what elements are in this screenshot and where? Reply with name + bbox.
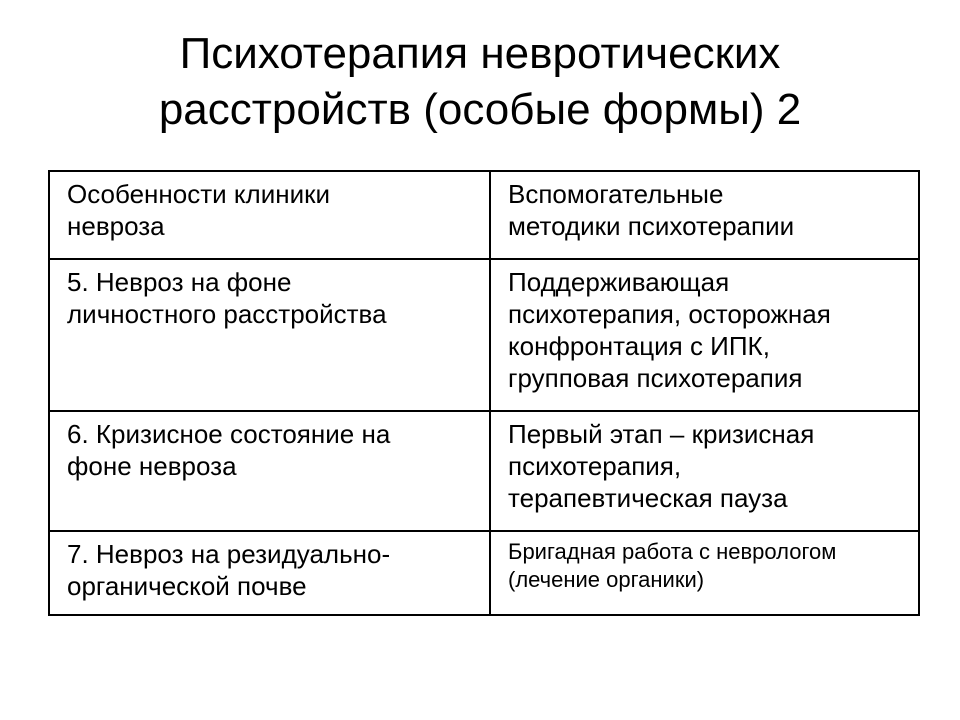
cell-text-line: Поддерживающая <box>508 267 730 297</box>
cell-text-line: невроза <box>67 211 165 241</box>
cell-text-line: Особенности клиники <box>67 179 331 209</box>
cell-text-line: методики психотерапии <box>508 211 795 241</box>
cell-text-line: психотерапия, осторожная <box>508 299 831 329</box>
cell-text-line: (лечение органики) <box>508 567 705 592</box>
title-line: расстройств (особые формы) 2 <box>158 85 802 134</box>
cell-text-line: органической почве <box>67 571 307 601</box>
cell-text-line: Бригадная работа с неврологом <box>508 539 837 564</box>
cell-text-line: групповая психотерапия <box>508 363 803 393</box>
table-cell-methods <box>490 531 919 615</box>
cell-text-line: 5. Невроз на фоне <box>67 267 292 297</box>
table-row <box>49 259 919 411</box>
table-cell-methods <box>490 411 919 531</box>
cell-text-line: конфронтация с ИПК, <box>508 331 770 361</box>
slide-title <box>40 26 920 138</box>
table-cell-clinic <box>49 411 490 531</box>
header-cell-auxiliary-methods <box>490 171 919 259</box>
content-table <box>48 170 920 616</box>
cell-text-line: Вспомогательные <box>508 179 724 209</box>
cell-text-line: 7. Невроз на резидуально- <box>67 539 391 569</box>
cell-text-line: личностного расстройства <box>67 299 387 329</box>
table-row <box>49 531 919 615</box>
table-cell-methods <box>490 259 919 411</box>
header-cell-clinic-features <box>49 171 490 259</box>
cell-text-line: 6. Кризисное состояние на <box>67 419 391 449</box>
table-cell-clinic <box>49 259 490 411</box>
cell-text-line: Первый этап – кризисная <box>508 419 815 449</box>
table-row <box>49 411 919 531</box>
cell-text-line: терапевтическая пауза <box>508 483 788 513</box>
table-cell-clinic <box>49 531 490 615</box>
cell-text-line: фоне невроза <box>67 451 237 481</box>
table-header-row <box>49 171 919 259</box>
title-line: Психотерапия невротических <box>179 29 781 78</box>
cell-text-line: психотерапия, <box>508 451 682 481</box>
